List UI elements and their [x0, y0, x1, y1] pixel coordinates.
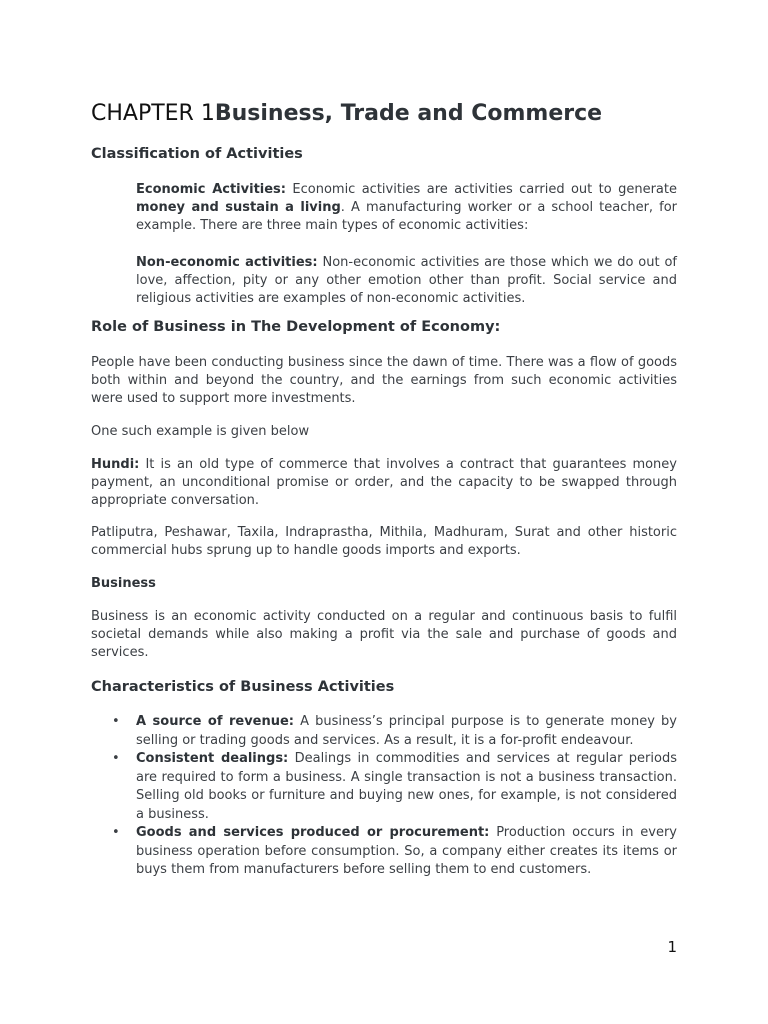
hundi-paragraph [91, 456, 677, 510]
history-paragraph: People have been conducting business since the dawn of time. There was a flow of goods both within and beyond the country, and the earnings from such economic activities were used to support more investments. [91, 355, 677, 406]
non-economic-term: Non-economic activities: [136, 255, 318, 270]
document-page [91, 98, 677, 880]
hundi-text: It is an old type of commerce that involves a contract that guarantees money payment, an unconditional promise or order, and the capacity to be swapped through appropriate conversation. [91, 457, 677, 508]
bullet-icon: • [112, 751, 120, 766]
list-item-text: Production occurs in every business operation before consumption. So, a company either creates its items or buys them from manufacturers before selling them to end customers. [136, 825, 677, 877]
characteristics-list [91, 713, 677, 880]
list-item-text: A business’s principal purpose is to generate money by selling or trading goods and services. As a result, it is a for-profit endeavour. [136, 714, 677, 748]
example-intro: One such example is given below [91, 424, 310, 439]
business-subheading [91, 575, 677, 593]
role-heading: Role of Business in The Development of Economy: [91, 319, 501, 335]
economic-activities-term: Economic Activities: [136, 182, 286, 197]
non-economic-activities-paragraph [136, 254, 677, 308]
page-number: 1 [667, 938, 677, 956]
list-item [91, 713, 677, 750]
business-definition: Business is an economic activity conducted on a regular and continuous basis to fulfil societal demands while also making a profit via the sale and purchase of goods and services. [91, 609, 677, 660]
list-item [91, 824, 677, 880]
economic-text-before: Economic activities are activities carried out to generate [286, 182, 677, 197]
economic-activities-paragraph [136, 181, 677, 235]
chapter-title [91, 98, 677, 130]
list-item-term: Consistent dealings: [136, 751, 289, 766]
characteristics-heading: Characteristics of Business Activities [91, 679, 395, 695]
commercial-hubs-paragraph: Patliputra, Peshawar, Taxila, Indraprastha, Mithila, Madhuram, Surat and other historic commercial hubs sprung up to handle goods imports and exports. [91, 525, 677, 558]
economic-bold-phrase: money and sustain a living [136, 200, 341, 215]
chapter-name: Business, Trade and Commerce [214, 101, 603, 126]
hundi-term: Hundi: [91, 457, 140, 472]
list-item-text: Dealings in commodities and services at regular periods are required to form a business. A single transaction is not a business transaction. Selling old books or furniture and buying new ones, for example, is not considered a business. [136, 751, 677, 822]
chapter-number: CHAPTER 1 [91, 101, 215, 126]
non-economic-text: Non-economic activities are those which we do out of love, affection, pity or any other emotion other than profit. Social service and religious activities are examples of non-economic activities. [136, 255, 678, 306]
economic-text-after: . A manufacturing worker or a school teacher, for example. There are three main types of economic activities: [136, 200, 677, 233]
list-item [91, 750, 677, 824]
list-item-term: Goods and services produced or procurement: [136, 825, 490, 840]
bullet-icon: • [112, 714, 120, 729]
bullet-icon: • [112, 825, 120, 840]
list-item-term: A source of revenue: [136, 714, 295, 729]
classification-heading: Classification of Activities [91, 146, 303, 162]
business-subheading-text: Business [91, 576, 156, 591]
